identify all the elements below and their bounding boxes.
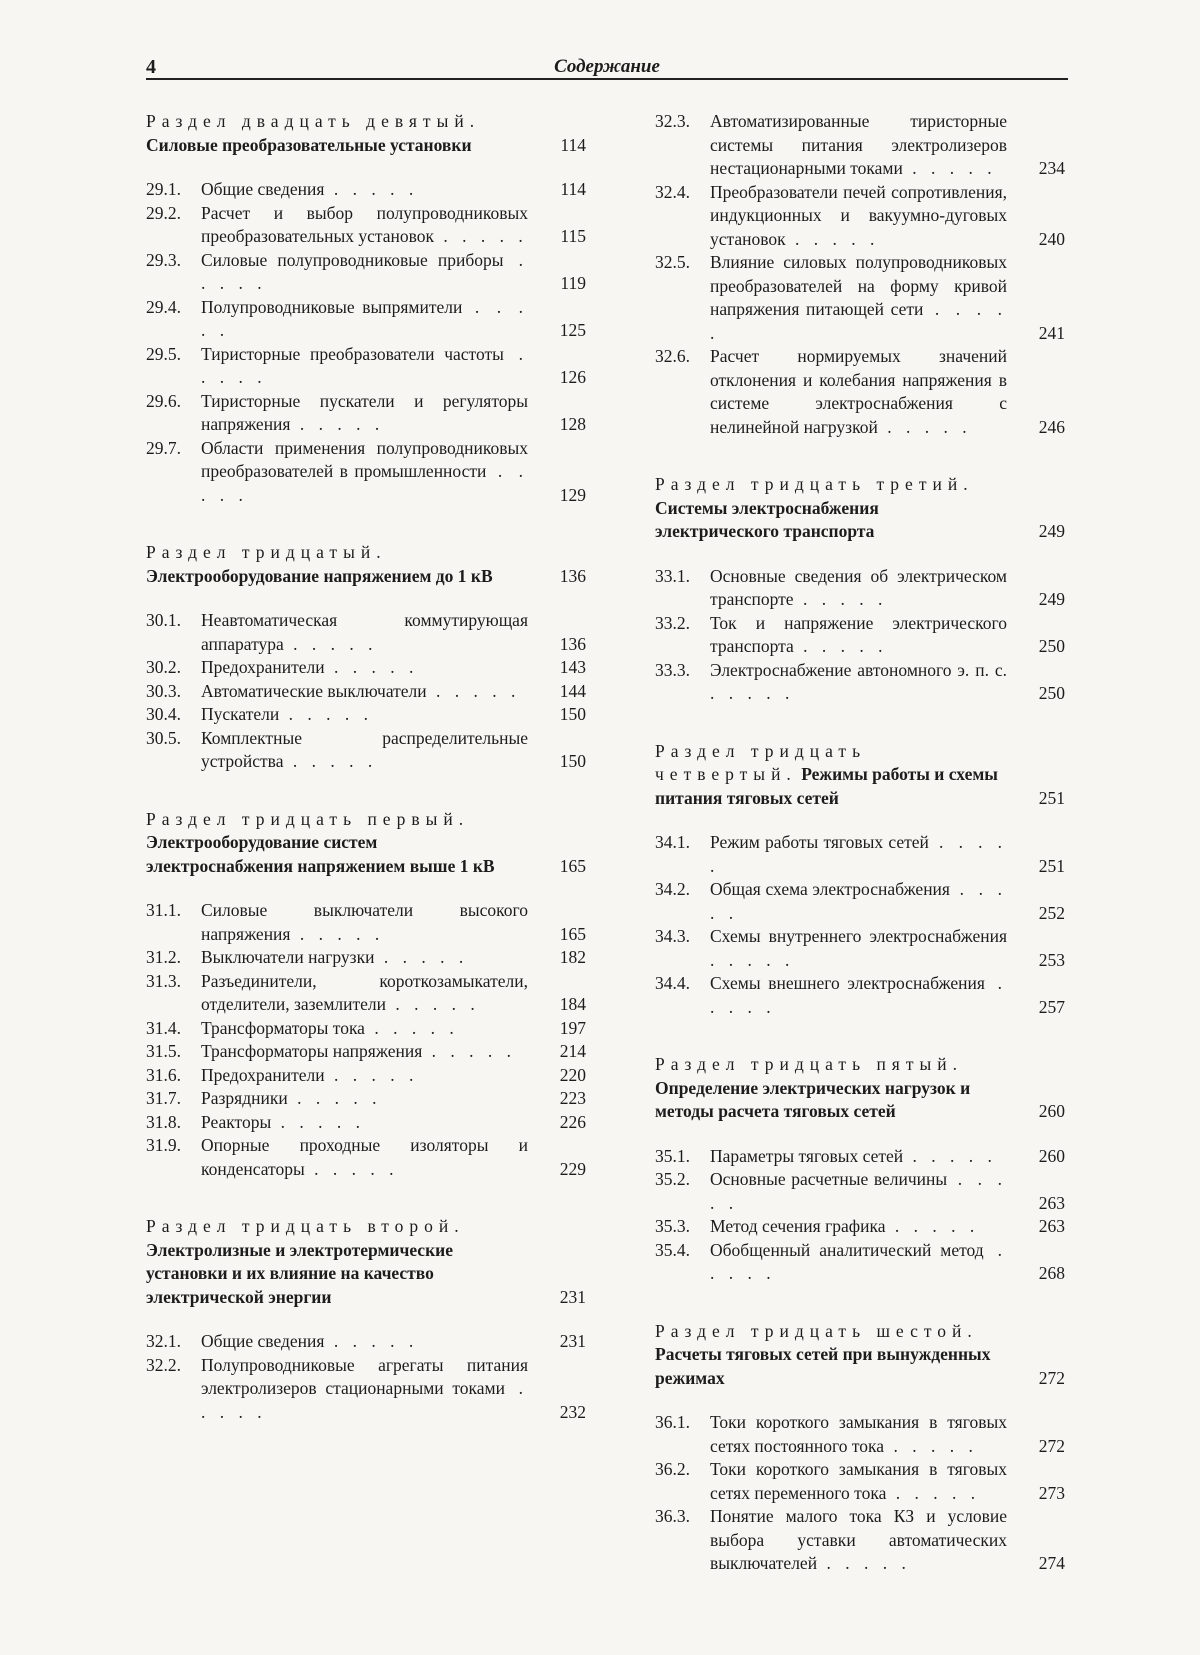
toc-entry [655, 659, 1071, 706]
toc-entry [655, 1239, 1071, 1286]
entry-title [201, 202, 528, 249]
entry-title [710, 878, 1007, 925]
entry-number: 30.2. [146, 657, 181, 677]
entry-number: 29.2. [146, 202, 181, 223]
entry-number: 35.1. [655, 1145, 690, 1166]
entry-number: 35.4. [655, 1239, 690, 1260]
entry-page-number: 144 [559, 680, 586, 701]
dot-leader: . . . . . [886, 1482, 981, 1503]
toc-entry [655, 612, 1071, 659]
entry-title [201, 437, 528, 508]
dot-leader: . . . . . [271, 1111, 365, 1132]
entry-page-number: 250 [1038, 683, 1065, 703]
entry-title [710, 565, 1007, 612]
entry-title-text: Тиристорные пускатели и регуляторы напряжения [201, 390, 528, 434]
dot-leader: . . . . . [710, 683, 795, 703]
entry-title [710, 612, 1007, 659]
entry-title [201, 609, 528, 656]
dot-leader: . . . . . [710, 832, 1007, 876]
entry-title [201, 178, 528, 202]
toc-entry [146, 1111, 592, 1135]
dot-leader: . . . . . [710, 1169, 1008, 1213]
entry-number: 32.3. [655, 111, 690, 131]
entry-page-number: 263 [1038, 1192, 1065, 1213]
entry-page-number: 150 [559, 751, 586, 771]
toc-section [146, 1215, 592, 1424]
entry-title [710, 1145, 1007, 1169]
dot-leader: . . . . . [903, 1145, 997, 1166]
section-page-number: 165 [559, 855, 586, 876]
section-label: Раздел тридцатый. [146, 542, 387, 562]
entry-title-text: Влияние силовых полупроводниковых преобразователей на форму кривой напряжения питающей сети [710, 252, 1007, 319]
entry-number: 30.3. [146, 680, 181, 701]
entry-number: 32.6. [655, 346, 690, 366]
entry-page-number: 246 [1038, 416, 1065, 437]
section-label: Раздел двадцать девятый. [146, 111, 481, 131]
dot-leader: . . . . . [426, 680, 521, 701]
entry-page-number: 165 [559, 923, 586, 944]
section-title: Силовые преобразовательные установки [146, 134, 472, 155]
toc-entry [146, 970, 592, 1017]
entry-number: 36.2. [655, 1459, 690, 1479]
header-rule [146, 78, 1068, 80]
entry-page-number: 250 [1038, 636, 1065, 656]
dot-leader: . . . . . [793, 636, 888, 656]
entry-title [710, 345, 1007, 439]
toc-entry [146, 703, 592, 727]
toc-section [146, 541, 592, 774]
entry-title-text: Общие сведения [201, 179, 325, 199]
dot-leader: . . . . . [884, 1435, 978, 1456]
toc-entry [146, 202, 592, 249]
entry-number: 29.4. [146, 296, 181, 317]
page-header [146, 56, 1068, 82]
entry-title [710, 1458, 1007, 1505]
entry-title-text: Схемы внешнего электроснабжения [710, 973, 985, 993]
toc-entry [146, 899, 592, 946]
page-number: 4 [146, 56, 156, 78]
entry-title-text: Тиристорные преобразователи частоты [201, 343, 504, 364]
entry-title-text: Ток и напряжение электрического транспорта [710, 612, 1007, 656]
entry-title-text: Опорные проходные изоляторы и конденсаторы [201, 1135, 528, 1179]
entry-number: 34.3. [655, 926, 690, 946]
section-page-number: 136 [559, 565, 586, 586]
dot-leader: . . . . . [304, 1158, 399, 1179]
toc-entry [655, 831, 1071, 878]
section-page-number: 249 [1038, 521, 1065, 541]
dot-leader: . . . . . [324, 179, 419, 199]
entry-page-number: 223 [559, 1088, 586, 1108]
toc-section [146, 808, 592, 1182]
entry-page-number: 240 [1038, 228, 1065, 249]
entry-title [201, 1017, 528, 1041]
entry-page-number: 229 [559, 1158, 586, 1179]
entry-number: 31.1. [146, 900, 181, 920]
entry-title [201, 727, 528, 774]
entry-page-number: 252 [1038, 902, 1065, 923]
toc-entry [655, 1168, 1071, 1215]
entry-number: 36.3. [655, 1506, 690, 1526]
toc-entry [655, 1458, 1071, 1505]
entry-page-number: 129 [559, 484, 586, 505]
entry-title [710, 659, 1007, 706]
entry-page-number: 150 [559, 704, 586, 724]
entry-number: 31.4. [146, 1017, 181, 1038]
entry-page-number: 260 [1038, 1145, 1065, 1166]
toc-entry [655, 1411, 1071, 1458]
entry-page-number: 232 [559, 1401, 586, 1422]
entry-title-text: Схемы внутреннего электроснабжения [710, 926, 1007, 946]
entry-page-number: 263 [1038, 1216, 1065, 1236]
entry-number: 29.7. [146, 437, 181, 458]
toc-entry [146, 1040, 592, 1064]
entry-page-number: 268 [1038, 1263, 1065, 1283]
section-title: Режимы работы и схемы питания тяговых сетей [655, 764, 998, 808]
entry-number: 32.1. [146, 1331, 181, 1351]
entry-page-number: 251 [1038, 855, 1065, 876]
entry-title-text: Выключатели нагрузки [201, 947, 375, 967]
entry-title-text: Трансформаторы напряжения [201, 1041, 423, 1061]
entry-page-number: 234 [1038, 158, 1065, 178]
entry-page-number: 136 [559, 633, 586, 654]
dot-leader: . . . . . [710, 973, 1008, 1017]
toc-entry [146, 1017, 592, 1041]
dot-leader: . . . . . [710, 1239, 1007, 1283]
entry-number: 30.1. [146, 610, 181, 630]
section-title: Определение электрических нагрузок и методы расчета тяговых сетей [655, 1077, 971, 1121]
entry-title [201, 1064, 528, 1088]
entry-page-number: 274 [1038, 1553, 1065, 1573]
toc-entry [146, 656, 592, 680]
dot-leader: . . . . . [324, 1064, 419, 1085]
entry-page-number: 231 [559, 1331, 586, 1351]
entry-title-text: Основные сведения об электрическом транспорте [710, 565, 1007, 609]
entry-page-number: 253 [1038, 949, 1065, 970]
entry-title-text: Автоматизированные тиристорные системы питания электролизеров нестационарными токами [710, 111, 1007, 178]
dot-leader: . . . . . [364, 1017, 459, 1038]
entry-title [201, 946, 528, 970]
section-label: Раздел тридцать второй. [146, 1216, 465, 1236]
entry-page-number: 126 [559, 367, 586, 387]
entry-page-number: 226 [559, 1111, 586, 1132]
section-title: Электрооборудование систем электроснабжения напряжением выше 1 кВ [146, 832, 495, 876]
entry-title [201, 1134, 528, 1181]
entry-title [201, 1111, 528, 1135]
dot-leader: . . . . . [283, 633, 378, 654]
toc-entry [655, 110, 1071, 181]
entry-title-text: Расчет и выбор полупроводниковых преобразовательных установок [201, 202, 528, 246]
entry-number: 29.3. [146, 249, 181, 270]
section-page-number: 260 [1038, 1101, 1065, 1121]
entry-title [201, 390, 528, 437]
toc-section [655, 110, 1071, 439]
toc-section [655, 1053, 1071, 1286]
section-page-number: 231 [559, 1286, 586, 1307]
entry-title [710, 972, 1007, 1019]
dot-leader: . . . . . [283, 751, 378, 771]
toc-entry [655, 251, 1071, 345]
toc-entry [655, 972, 1071, 1019]
entry-number: 31.3. [146, 970, 181, 991]
toc-entry [655, 925, 1071, 972]
entry-number: 31.7. [146, 1088, 181, 1108]
entry-title-text: Комплектные распределительные устройства [201, 727, 528, 771]
entry-title-text: Токи короткого замыкания в тяговых сетях переменного тока [710, 1459, 1007, 1503]
entry-number: 34.1. [655, 832, 690, 852]
entry-title [710, 925, 1007, 972]
entry-title [710, 181, 1007, 252]
entry-page-number: 143 [559, 657, 586, 677]
entry-page-number: 184 [559, 994, 586, 1014]
section-heading [146, 1215, 592, 1309]
entry-title-text: Общие сведения [201, 1331, 325, 1351]
section-title: Электролизные и электротермические установки и их влияние на качество электрической энергии [146, 1239, 454, 1307]
running-title: Содержание [554, 56, 660, 77]
dot-leader: . . . . . [201, 1378, 528, 1422]
entry-number: 34.2. [655, 879, 690, 899]
entry-page-number: 272 [1038, 1435, 1065, 1456]
toc-entry [146, 1064, 592, 1088]
dot-leader: . . . . . [324, 1331, 419, 1351]
section-heading [146, 541, 592, 588]
entry-title [201, 343, 528, 390]
toc-entry [655, 1505, 1071, 1576]
dot-leader: . . . . . [201, 343, 528, 387]
entry-title-text: Автоматические выключатели [201, 680, 427, 701]
toc-entry [146, 296, 592, 343]
entry-title [201, 703, 528, 727]
entry-title [710, 251, 1007, 345]
entry-number: 32.5. [655, 252, 690, 272]
toc-entry [146, 1330, 592, 1354]
dot-leader: . . . . . [902, 158, 997, 178]
section-heading [655, 1053, 1071, 1124]
toc-entry [655, 1215, 1071, 1239]
toc-entry [655, 878, 1071, 925]
dot-leader: . . . . . [201, 461, 529, 505]
entry-page-number: 273 [1038, 1482, 1065, 1503]
dot-leader: . . . . . [324, 657, 419, 677]
entry-title-text: Метод сечения графика [710, 1216, 886, 1236]
section-title: Электрооборудование напряжением до 1 кВ [146, 565, 493, 586]
dot-leader: . . . . . [290, 414, 385, 434]
entry-title [201, 1040, 528, 1064]
entry-page-number: 214 [559, 1041, 586, 1061]
entry-title-text: Электроснабжение автономного э. п. с. [710, 659, 1007, 680]
entry-number: 29.1. [146, 179, 181, 199]
entry-number: 31.8. [146, 1111, 181, 1132]
entry-page-number: 182 [559, 947, 586, 967]
entry-number: 31.9. [146, 1135, 181, 1155]
toc-column-right [655, 110, 1071, 1610]
section-heading [146, 110, 592, 157]
entry-number: 31.5. [146, 1041, 181, 1061]
entry-page-number: 257 [1038, 996, 1065, 1017]
toc-section [146, 110, 592, 507]
entry-number: 30.4. [146, 704, 181, 724]
section-label: Раздел тридцать четвертый. [655, 740, 867, 784]
entry-title-text: Предохранители [201, 1064, 325, 1085]
entry-title [710, 1411, 1007, 1458]
entry-title [201, 656, 528, 680]
dot-leader: . . . . . [710, 299, 1008, 343]
entry-title-text: Разъединители, короткозамыкатели, отделители, заземлители [201, 970, 528, 1014]
toc-entry [146, 609, 592, 656]
toc-entry [146, 1134, 592, 1181]
entry-title-text: Токи короткого замыкания в тяговых сетях постоянного тока [710, 1412, 1007, 1456]
toc-entry [655, 1145, 1071, 1169]
entry-title [201, 899, 528, 946]
entry-page-number: 220 [559, 1064, 586, 1085]
section-title: Расчеты тяговых сетей при вынужденных режимах [655, 1344, 991, 1388]
entry-number: 33.1. [655, 565, 690, 586]
entry-page-number: 114 [560, 179, 586, 199]
entry-number: 35.3. [655, 1216, 690, 1236]
toc-entry [146, 178, 592, 202]
entry-title [201, 680, 528, 704]
entry-title-text: Параметры тяговых сетей [710, 1145, 904, 1166]
entry-title-text: Трансформаторы тока [201, 1017, 365, 1038]
entry-page-number: 128 [559, 414, 586, 434]
toc-section [655, 1320, 1071, 1576]
section-label: Раздел тридцать первый. [146, 808, 470, 829]
entry-title-text: Реакторы [201, 1111, 272, 1132]
dot-leader: . . . . . [422, 1041, 517, 1061]
entry-title-text: Силовые выключатели высокого напряжения [201, 900, 528, 944]
toc-entry [146, 437, 592, 508]
entry-title-text: Разрядники [201, 1088, 288, 1108]
dot-leader: . . . . . [817, 1553, 911, 1573]
entry-number: 35.2. [655, 1169, 690, 1189]
entry-title [201, 1330, 528, 1354]
entry-title-text: Полупроводниковые агрегаты питания электролизеров стационарными токами [201, 1354, 528, 1398]
entry-page-number: 125 [559, 320, 586, 340]
entry-page-number: 197 [559, 1017, 586, 1038]
toc-column-left [146, 110, 592, 1458]
dot-leader: . . . . . [386, 994, 480, 1014]
toc-entry [655, 565, 1071, 612]
section-heading [146, 808, 592, 879]
toc-entry [146, 680, 592, 704]
entry-number: 34.4. [655, 973, 690, 993]
entry-number: 30.5. [146, 727, 181, 748]
entry-number: 29.5. [146, 343, 181, 364]
toc-entry [146, 249, 592, 296]
section-heading [655, 740, 1071, 811]
entry-title-text: Режим работы тяговых сетей [710, 832, 929, 852]
entry-title [201, 296, 528, 343]
section-heading [655, 1320, 1071, 1391]
entry-title-text: Понятие малого тока КЗ и условие выбора уставки автоматических выключателей [710, 1506, 1007, 1573]
section-label: Раздел тридцать третий. [655, 474, 974, 494]
entry-title [201, 1354, 528, 1425]
entry-title [710, 1168, 1007, 1215]
toc-entry [146, 1354, 592, 1425]
entry-title-text: Преобразователи печей сопротивления, индукционных и вакуумно-дуговых установок [710, 181, 1007, 249]
entry-title-text: Общая схема электроснабжения [710, 879, 950, 899]
entry-title [710, 831, 1007, 878]
toc-section [655, 473, 1071, 706]
dot-leader: . . . . . [434, 226, 528, 246]
dot-leader: . . . . . [877, 416, 972, 437]
toc-entry [146, 343, 592, 390]
entry-title [201, 1087, 528, 1111]
section-page-number: 114 [560, 134, 586, 155]
entry-title-text: Расчет нормируемых значений отклонения и колебания напряжения в системе электроснабжения с нелинейной нагрузкой [710, 346, 1007, 437]
entry-title-text: Неавтоматическая коммутирующая аппаратура [201, 610, 528, 654]
toc-entry [146, 727, 592, 774]
dot-leader: . . . . . [374, 947, 469, 967]
dot-leader: . . . . . [793, 589, 888, 609]
dot-leader: . . . . . [290, 923, 385, 944]
section-page-number: 251 [1038, 787, 1065, 808]
section-title: Системы электроснабжения электрического транспорта [655, 497, 879, 541]
entry-number: 33.2. [655, 612, 690, 633]
entry-title-text: Силовые полупроводниковые приборы [201, 249, 504, 270]
entry-page-number: 249 [1038, 589, 1065, 609]
dot-leader: . . . . . [201, 249, 529, 293]
entry-number: 32.2. [146, 1354, 181, 1375]
entry-number: 36.1. [655, 1412, 690, 1432]
entry-title-text: Пускатели [201, 704, 280, 724]
entry-page-number: 119 [560, 273, 586, 293]
entry-title [710, 1215, 1007, 1239]
entry-number: 31.6. [146, 1064, 181, 1085]
entry-title [710, 110, 1007, 181]
dot-leader: . . . . . [279, 704, 373, 724]
dot-leader: . . . . . [785, 228, 880, 249]
entry-number: 31.2. [146, 947, 181, 967]
section-label: Раздел тридцать шестой. [655, 1320, 978, 1341]
toc-entry [146, 1087, 592, 1111]
entry-title-text: Полупроводниковые выпрямители [201, 296, 463, 317]
entry-title-text: Обобщенный аналитический метод [710, 1239, 984, 1260]
entry-page-number: 115 [560, 226, 586, 246]
dot-leader: . . . . . [201, 296, 529, 340]
entry-title [710, 1505, 1007, 1576]
entry-title-text: Области применения полупроводниковых преобразователей в промышленности [201, 437, 528, 481]
entry-title [201, 249, 528, 296]
toc-entry [146, 390, 592, 437]
section-page-number: 272 [1038, 1367, 1065, 1388]
dot-leader: . . . . . [710, 879, 1008, 923]
section-label: Раздел тридцать пятый. [655, 1054, 963, 1074]
entry-number: 29.6. [146, 390, 181, 411]
toc-section [655, 740, 1071, 1020]
toc-entry [146, 946, 592, 970]
entry-title-text: Предохранители [201, 657, 325, 677]
entry-title [201, 970, 528, 1017]
entry-number: 33.3. [655, 659, 690, 680]
dot-leader: . . . . . [287, 1088, 382, 1108]
entry-page-number: 241 [1038, 322, 1065, 343]
entry-title [710, 1239, 1007, 1286]
toc-entry [655, 345, 1071, 439]
entry-title-text: Основные расчетные величины [710, 1169, 948, 1189]
dot-leader: . . . . . [710, 949, 795, 970]
entry-number: 32.4. [655, 181, 690, 202]
toc-entry [655, 181, 1071, 252]
section-heading [655, 473, 1071, 544]
dot-leader: . . . . . [885, 1216, 980, 1236]
